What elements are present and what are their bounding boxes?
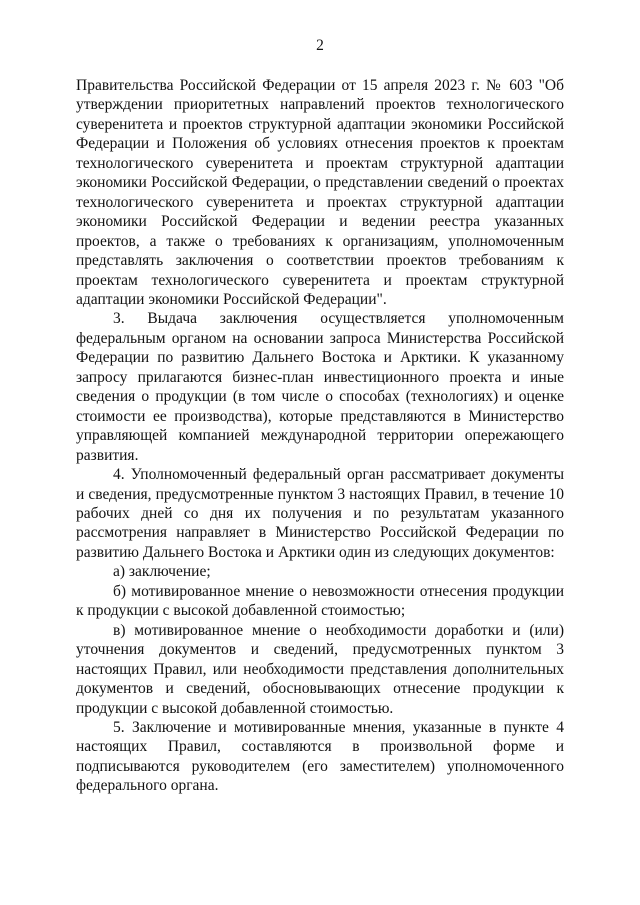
- page-number: 2: [316, 37, 324, 54]
- paragraph-4c: в) мотивированное мнение о необходимости доработки и (или) уточнения документов и сведений, предусмотренных пунктом 3 настоящих Правил, или необходимости представления дополнительных документов и сведений, обосновывающих отнесение продукции к продукции с высокой добавленной стоимостью.: [76, 621, 564, 717]
- paragraph-4: 4. Уполномоченный федеральный орган рассматривает документы и сведения, предусмотренные пунктом 3 настоящих Правил, в течение 10 рабочих дней со дня их получения и по результатам указанного рассмотрения направляет в Министерство Российской Федерации по развитию Дальнего Востока и Арктики один из следующих документов:: [76, 466, 564, 561]
- paragraph-continuation: Правительства Российской Федерации от 15 апреля 2023 г. № 603 "Об утверждении приоритетных направлений проектов технологического суверенитета и проектов структурной адаптации экономики Российской Федерации и Положения об условиях отнесения проектов к проектам технологического суверенитета и проектам структурной адаптации экономики Российской Федерации, о представлении сведений о проектах технологического суверенитета и проектах структурной адаптации экономики Российской Федерации и ведении реестра указанных проектов, а также о требованиях к организациям, уполномоченным представлять заключения о соответствии проектов требованиям к проектам технологического суверенитета и проектам структурной адаптации экономики Российской Федерации".: [76, 77, 564, 308]
- document-body: [76, 76, 564, 796]
- paragraph-4b: б) мотивированное мнение о невозможности отнесения продукции к продукции с высокой добавленной стоимостью;: [76, 582, 564, 620]
- paragraph-3: 3. Выдача заключения осуществляется уполномоченным федеральным органом на основании запроса Министерства Российской Федерации по развитию Дальнего Востока и Арктики. К указанному запросу прилагаются бизнес-план инвестиционного проекта и иные сведения о продукции (в том числе о способах (технологиях) и оценке стоимости ее производства), которые представляются в Министерство управляющей компанией международной территории опережающего развития.: [76, 310, 564, 464]
- paragraph-4a: а) заключение;: [113, 563, 211, 581]
- paragraph-5: 5. Заключение и мотивированные мнения, указанные в пункте 4 настоящих Правил, составляются в произвольной форме и подписываются руководителем (его заместителем) уполномоченного федерального органа.: [76, 718, 564, 795]
